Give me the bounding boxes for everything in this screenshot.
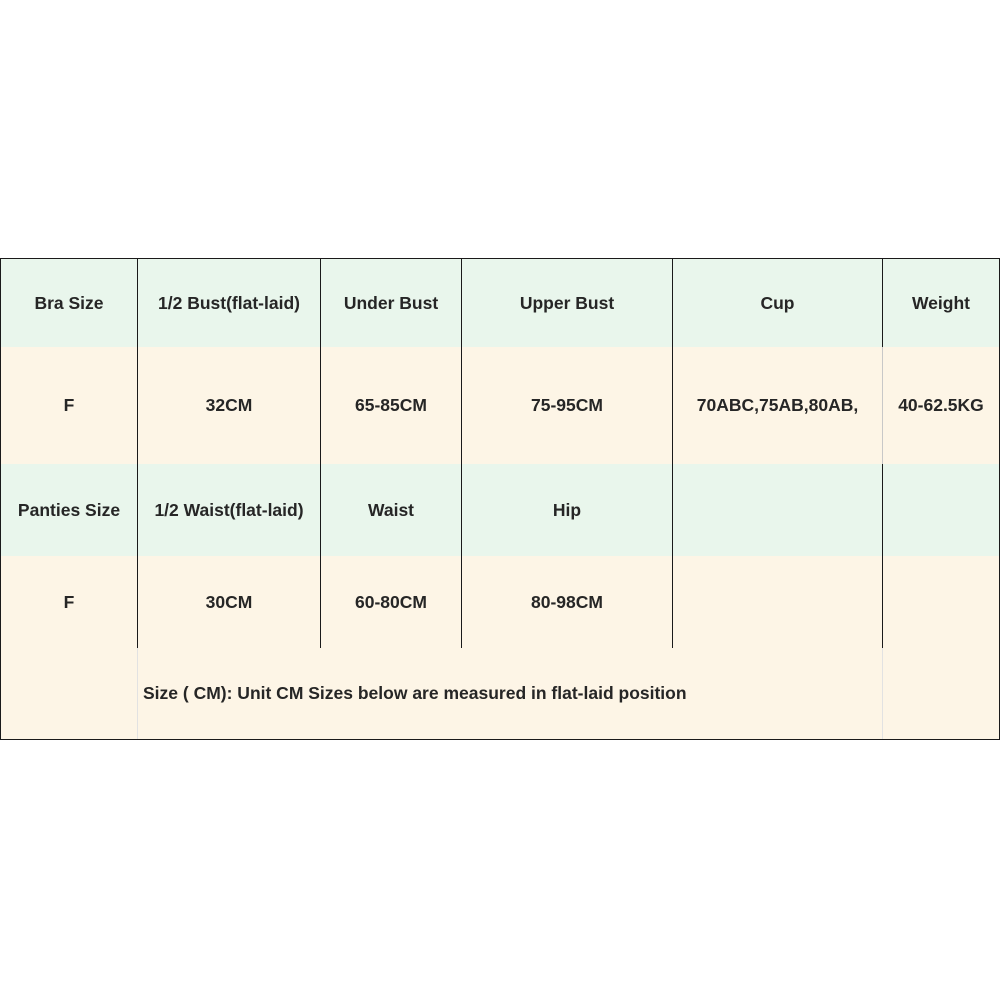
half-waist-header: 1/2 Waist(flat-laid) bbox=[137, 464, 320, 556]
empty-header-cell bbox=[882, 464, 999, 556]
under-bust-header: Under Bust bbox=[320, 259, 461, 347]
note-divider bbox=[882, 648, 883, 739]
bra-header-row bbox=[1, 259, 999, 348]
empty-header-cell bbox=[672, 464, 882, 556]
panties-values-row bbox=[1, 556, 999, 649]
weight-value: 40-62.5KG bbox=[882, 347, 999, 464]
bra-size-header: Bra Size bbox=[1, 259, 137, 347]
upper-bust-header: Upper Bust bbox=[461, 259, 672, 347]
half-bust-header: 1/2 Bust(flat-laid) bbox=[137, 259, 320, 347]
half-waist-value: 30CM bbox=[137, 556, 320, 648]
under-bust-value: 65-85CM bbox=[320, 347, 461, 464]
hip-value: 80-98CM bbox=[461, 556, 672, 648]
panties-header-row bbox=[1, 464, 999, 557]
note-row bbox=[1, 648, 999, 739]
waist-header: Waist bbox=[320, 464, 461, 556]
empty-value-cell bbox=[672, 556, 882, 648]
cup-header: Cup bbox=[672, 259, 882, 347]
panties-size-header: Panties Size bbox=[1, 464, 137, 556]
empty-value-cell bbox=[882, 556, 999, 648]
upper-bust-value: 75-95CM bbox=[461, 347, 672, 464]
note-cell bbox=[1, 648, 999, 739]
size-chart-table bbox=[0, 258, 1000, 740]
cup-value: 70ABC,75AB,80AB, bbox=[672, 347, 882, 464]
hip-header: Hip bbox=[461, 464, 672, 556]
half-bust-value: 32CM bbox=[137, 347, 320, 464]
panties-size-value: F bbox=[1, 556, 137, 648]
note-divider bbox=[137, 648, 138, 739]
weight-header: Weight bbox=[882, 259, 999, 347]
bra-size-value: F bbox=[1, 347, 137, 464]
waist-value: 60-80CM bbox=[320, 556, 461, 648]
size-note-text: Size ( CM): Unit CM Sizes below are measured in flat-laid position bbox=[143, 683, 687, 703]
bra-values-row bbox=[1, 347, 999, 465]
